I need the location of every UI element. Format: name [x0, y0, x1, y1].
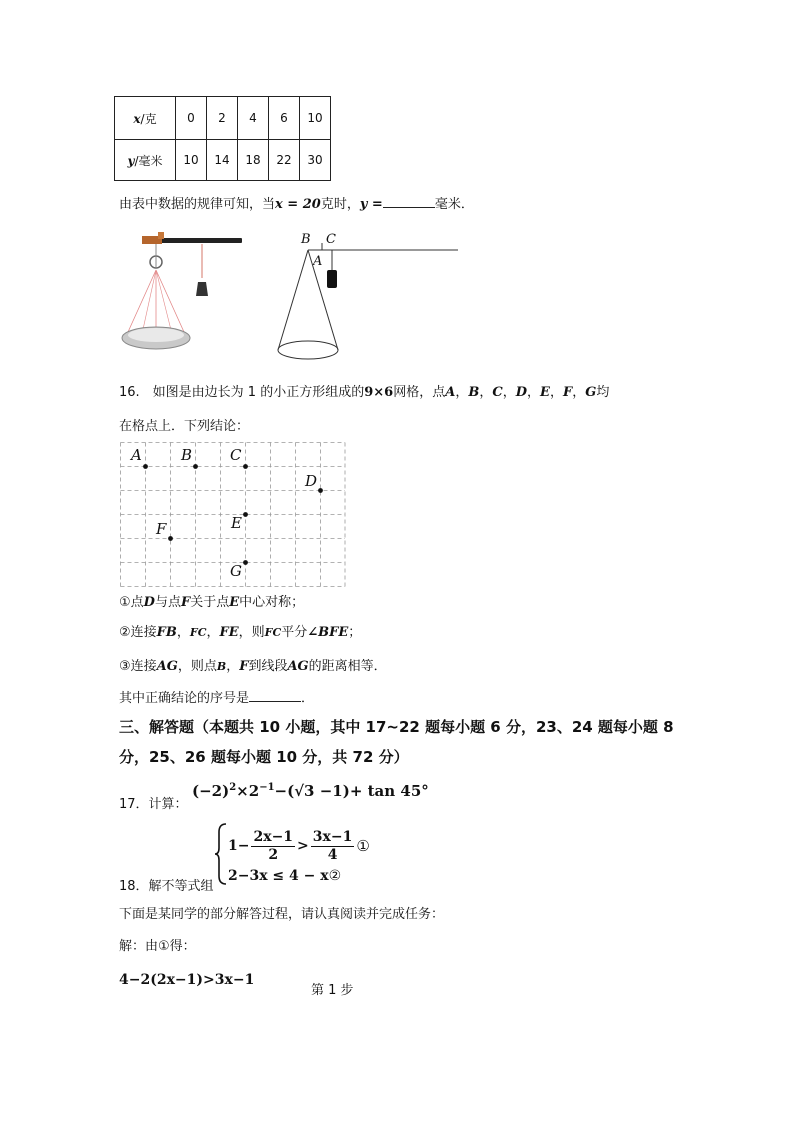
c3-post: 的距离相等．	[308, 659, 387, 674]
unit-mm: /毫米	[134, 153, 163, 168]
c2-sep2: ，	[206, 625, 220, 640]
table-cell: 10	[176, 140, 207, 181]
grid-point-F	[168, 536, 173, 541]
q16-conclusion-1	[119, 594, 304, 612]
q18-frac2	[311, 829, 355, 864]
q18-inequality-2	[228, 868, 341, 884]
c3-pre: ③连接	[119, 659, 157, 674]
c2-angle: ∠BFE	[307, 625, 349, 640]
q18-frac1	[251, 829, 295, 864]
c3-AG2: AG	[287, 659, 309, 674]
q16-point-B: B	[468, 385, 480, 400]
q16-intro-pre: 16. 如图是由边长为 1 的小正方形组成的	[119, 385, 365, 400]
section3-heading-line1: 三、解答题（本题共 10 小题，其中 17~22 题每小题 6 分，23、24 题每小题 8	[119, 718, 674, 736]
q17-label: 17．计算：	[119, 797, 188, 812]
q18-inequality-1	[228, 826, 370, 866]
c1-F: F	[180, 595, 191, 610]
label-C-top: C	[326, 232, 336, 247]
table-cell: 14	[207, 140, 238, 181]
q18-frac2-den: 4	[327, 846, 338, 863]
var-y: y	[127, 153, 135, 168]
table-cell: 0	[176, 97, 207, 140]
cone-lever-diagram	[270, 240, 470, 365]
q18-solution-start: 解：由①得：	[119, 939, 196, 954]
q16-intro: 16. 如图是由边长为 1 的小正方形组成的9×6网格，点A，B，C，D，E，F，G均	[119, 385, 610, 400]
grid-label-G: G	[230, 562, 242, 580]
grid-label-D: D	[305, 472, 318, 490]
c3-mid2: 到线段	[248, 659, 288, 674]
grid-point-A	[143, 464, 148, 469]
q18-gt: >	[297, 838, 309, 854]
grid-point-D	[318, 488, 323, 493]
q16-point-A: A	[445, 385, 456, 400]
table-cell: 18	[238, 140, 269, 181]
q16-intro-mid: 网格，点	[393, 385, 446, 400]
c1-pre: ①点	[119, 595, 144, 610]
q16-conclusion-2	[119, 624, 361, 642]
q18-note: 下面是某同学的部分解答过程，请认真阅读并完成任务：	[119, 907, 445, 922]
var-x: x	[133, 111, 141, 126]
q15-post: 毫米．	[434, 197, 474, 212]
grid-point-C	[243, 464, 248, 469]
q18-label: 18．解不等式组	[119, 879, 214, 894]
q18-frac1-num: 2x−1	[253, 828, 294, 845]
label-A-top: A	[313, 254, 323, 269]
c2-FC2: FC	[264, 626, 282, 639]
table-cell: 4	[238, 97, 269, 140]
c3-mid: ，则点	[177, 659, 217, 674]
c3-B: B	[216, 660, 227, 673]
grid-label-F: F	[156, 520, 167, 538]
table-cell: 6	[269, 97, 300, 140]
table-cell: 30	[300, 140, 331, 181]
q17-expression	[192, 782, 429, 800]
c1-E: E	[229, 595, 240, 610]
grid-label-E: E	[231, 514, 242, 532]
q15-fill-line	[119, 196, 474, 214]
c1-mid2: 关于点	[190, 595, 230, 610]
system-brace	[214, 822, 228, 886]
q16-point-D: D	[515, 385, 527, 400]
table-row-x	[115, 97, 331, 140]
q18-ineq2: 2−3x ≤ 4 − x	[228, 868, 329, 884]
table-header-y	[115, 140, 176, 181]
q18-step1-label: 第 1 步	[311, 983, 354, 998]
c1-mid1: 与点	[154, 595, 181, 610]
q17-expr-b: ×2	[236, 782, 260, 800]
table-cell: 10	[300, 97, 331, 140]
c2-sep1: ，	[176, 625, 190, 640]
c1-D: D	[143, 595, 155, 610]
q15-eq: x = 20	[275, 197, 321, 212]
q17-expr-a-sup: 2	[229, 782, 237, 793]
q17-expr-c: −(√3 −1)+ tan 45°	[274, 782, 429, 800]
answer-blank	[383, 207, 435, 208]
c3-AG: AG	[156, 659, 178, 674]
q16-conclusion-3	[119, 658, 387, 676]
q18-step1-expression: 4−2(2x−1)>3x−1	[119, 972, 255, 988]
grid-point-E	[243, 512, 248, 517]
table-cell: 2	[207, 97, 238, 140]
q16-grid-size: 9×6	[364, 385, 394, 400]
table-header-x	[115, 97, 176, 140]
section3-heading-line2: 分，25、26 题每小题 10 分，共 72 分）	[119, 748, 409, 766]
c2-FB: FB	[156, 625, 177, 640]
q15-mid: 克时，	[320, 197, 360, 212]
grid-point-G	[243, 560, 248, 565]
q18-mark2: ②	[328, 868, 342, 884]
grid-point-B	[193, 464, 198, 469]
table-cell: 22	[269, 140, 300, 181]
q16-point-E: E	[540, 385, 550, 400]
q16-ask-text: 其中正确结论的序号是	[119, 691, 250, 706]
grid-label-B: B	[181, 446, 193, 464]
q16-line2: 在格点上．下列结论：	[119, 419, 250, 434]
c2-mid2: 平分	[281, 625, 308, 640]
data-table	[114, 96, 331, 181]
c2-FE: FE	[219, 625, 239, 640]
c1-post: 中心对称；	[239, 595, 305, 610]
q16-ask-end: ．	[301, 691, 315, 706]
label-B-top: B	[301, 232, 311, 247]
q16-point-F: F	[562, 385, 573, 400]
q17-expr-a: (−2)	[192, 782, 230, 800]
c2-FC: FC	[189, 626, 207, 639]
q17-expr-b-sup: −1	[259, 782, 275, 793]
q16-point-C: C	[492, 385, 503, 400]
answer-blank	[249, 701, 301, 702]
balance-scale-illustration	[118, 228, 248, 358]
q18-ineq1-pre: 1−	[228, 838, 250, 854]
q15-yvar: y =	[359, 197, 383, 212]
q18-mark1: ①	[356, 837, 370, 855]
table-row-y	[115, 140, 331, 181]
unit-gram: /克	[140, 111, 157, 126]
q18-frac1-den: 2	[268, 846, 279, 863]
q15-pre: 由表中数据的规律可知，当	[119, 197, 276, 212]
q16-intro-post: 均	[596, 385, 610, 400]
c2-mid: ，则	[238, 625, 265, 640]
c3-sep: ，	[226, 659, 240, 674]
q18-frac2-num: 3x−1	[312, 828, 353, 845]
q16-ask	[119, 690, 314, 708]
c2-pre: ②连接	[119, 625, 157, 640]
q16-point-G: G	[585, 385, 597, 400]
grid-label-A: A	[131, 446, 142, 464]
grid-label-C: C	[230, 446, 242, 464]
c2-post: ；	[348, 625, 362, 640]
c3-F: F	[239, 659, 249, 674]
